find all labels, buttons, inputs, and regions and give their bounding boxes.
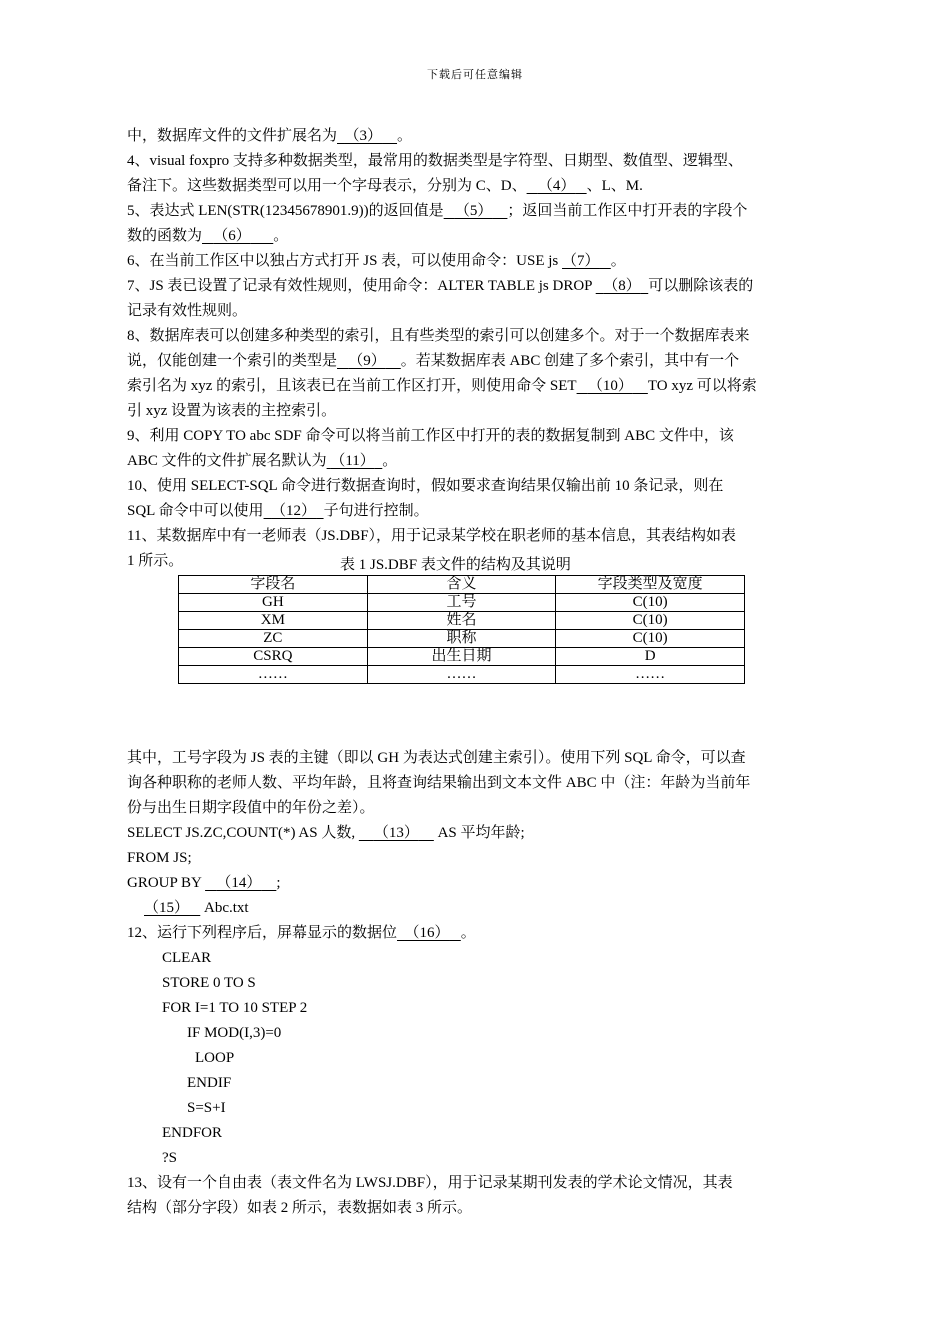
table-cell: …… — [556, 666, 745, 684]
code-line: LOOP — [195, 1050, 235, 1066]
text-line: 其中，工号字段为 JS 表的主键（即以 GH 为表达式创建主索引）。使用下列 SQL 命令，可以查 — [127, 750, 746, 766]
code-line: FOR I=1 TO 10 STEP 2 — [162, 1000, 308, 1016]
text-line: 8、数据库表可以创建多种类型的索引，且有些类型的索引可以创建多个。对于一个数据库表来 — [127, 328, 750, 344]
code-line: ?S — [162, 1150, 177, 1166]
code-line: S=S+I — [187, 1100, 226, 1116]
blank-8: （8） — [603, 278, 641, 294]
table-cell: 出生日期 — [367, 648, 556, 666]
table-header-row — [179, 576, 745, 594]
code-line: STORE 0 TO S — [162, 975, 256, 991]
blank-10: （10） — [587, 378, 633, 394]
sql-line: FROM JS; — [127, 850, 192, 866]
blank-4: （4） — [537, 178, 576, 194]
text-line: 4、visual foxpro 支持多种数据类型，最常用的数据类型是字符型、日期型、数值型、逻辑型、 — [127, 153, 743, 169]
text-line: 记录有效性规则。 — [127, 303, 248, 319]
text-line: 询各种职称的老师人数、平均年龄，且将查询结果输出到文本文件 ABC 中（注：年龄为当前年 — [127, 775, 751, 791]
table-cell: XM — [179, 612, 368, 630]
table-cell: CSRQ — [179, 648, 368, 666]
text-line: 13、设有一个自由表（表文件名为 LWSJ.DBF），用于记录某期刊发表的学术论文情况，其表 — [127, 1175, 733, 1191]
document-body-continued — [127, 746, 824, 1221]
blank-14: （14） — [216, 875, 262, 891]
table-cell: …… — [179, 666, 368, 684]
blank-7: （7） — [562, 253, 600, 269]
text-line: 数的函数为 （6） 。 — [127, 228, 289, 244]
code-line: CLEAR — [162, 950, 212, 966]
table-cell: ZC — [179, 630, 368, 648]
table-cell: …… — [367, 666, 556, 684]
blank-11: （11） — [330, 453, 375, 469]
table-row — [179, 666, 745, 684]
table-row — [179, 630, 745, 648]
structure-table — [178, 575, 745, 684]
text-line: SQL 命令中可以使用 （12） 子句进行控制。 — [127, 503, 429, 519]
text-line: 11、某数据库中有一老师表（JS.DBF），用于记录某学校在职老师的基本信息，其表结构如表 — [127, 528, 737, 544]
text-line: 10、使用 SELECT-SQL 命令进行数据查询时，假如要求查询结果仅输出前 10 条记录，则在 — [127, 478, 724, 494]
sql-line: （15） Abc.txt — [144, 900, 249, 916]
text-line: 备注下。这些数据类型可以用一个字母表示，分别为 C、D、 （4） 、L、M. — [127, 178, 643, 194]
table-row — [179, 648, 745, 666]
table-cell: C(10) — [556, 630, 745, 648]
code-line: ENDFOR — [162, 1125, 223, 1141]
table-cell: 职称 — [367, 630, 556, 648]
blank-13: （13） — [373, 825, 419, 841]
text-line: 结构（部分字段）如表 2 所示，表数据如表 3 所示。 — [127, 1200, 473, 1216]
table-header: 字段类型及宽度 — [556, 576, 745, 594]
sql-line: SELECT JS.ZC,COUNT(*) AS 人数, （13） AS 平均年龄; — [127, 825, 525, 841]
blank-3: （3） — [344, 128, 383, 144]
text-line: 5、表达式 LEN(STR(12345678901.9))的返回值是 （5） ；返回当前工作区中打开表的字段个 — [127, 203, 748, 219]
table-row — [179, 612, 745, 630]
text-line: 引 xyz 设置为该表的主控索引。 — [127, 403, 337, 419]
table-cell: 工号 — [367, 594, 556, 612]
text-line: 12、运行下列程序后，屏幕显示的数据位 （16） 。 — [127, 925, 476, 941]
text-line: 6、在当前工作区中以独占方式打开 JS 表，可以使用命令：USE js （7） 。 — [127, 253, 626, 269]
text-line: ABC 文件的文件扩展名默认为 （11） 。 — [127, 453, 398, 469]
blank-9: （9） — [348, 353, 386, 369]
table-cell: C(10) — [556, 612, 745, 630]
text-line: 7、JS 表已设置了记录有效性规则，使用命令：ALTER TABLE js DROP （8） 可以删除该表的 — [127, 278, 754, 294]
text-line: 1 所示。 — [127, 553, 184, 569]
text-line: 中，数据库文件的文件扩展名为 （3） 。 — [127, 128, 413, 144]
table-header: 含义 — [367, 576, 556, 594]
text-line: 份与出生日期字段值中的年份之差）。 — [127, 800, 375, 816]
table-cell: D — [556, 648, 745, 666]
sql-line: GROUP BY （14） ; — [127, 875, 281, 891]
table-cell: GH — [179, 594, 368, 612]
table-cell: 姓名 — [367, 612, 556, 630]
table-header: 字段名 — [179, 576, 368, 594]
text-line: 说，仅能创建一个索引的类型是 （9） 。若某数据库表 ABC 创建了多个索引，其中有一个 — [127, 353, 740, 369]
blank-16: （16） — [404, 925, 450, 941]
table-row — [179, 594, 745, 612]
code-line: IF MOD(I,3)=0 — [187, 1025, 282, 1041]
table-caption: 表 1 JS.DBF 表文件的结构及其说明 — [340, 557, 571, 573]
text-line: 索引名为 xyz 的索引，且该表已在当前工作区打开，则使用命令 SET （10） TO xyz 可以将索 — [127, 378, 757, 394]
text-line: 9、利用 COPY TO abc SDF 命令可以将当前工作区中打开的表的数据复制到 ABC 文件中，该 — [127, 428, 734, 444]
blank-6: （6） — [213, 228, 251, 244]
page-header: 下载后可任意编辑 — [427, 69, 523, 81]
blank-5: （5） — [454, 203, 493, 219]
code-line: ENDIF — [187, 1075, 232, 1091]
blank-12: （12） — [271, 503, 317, 519]
document-body — [127, 124, 824, 574]
blank-15: （15） — [144, 900, 190, 916]
table-cell: C(10) — [556, 594, 745, 612]
